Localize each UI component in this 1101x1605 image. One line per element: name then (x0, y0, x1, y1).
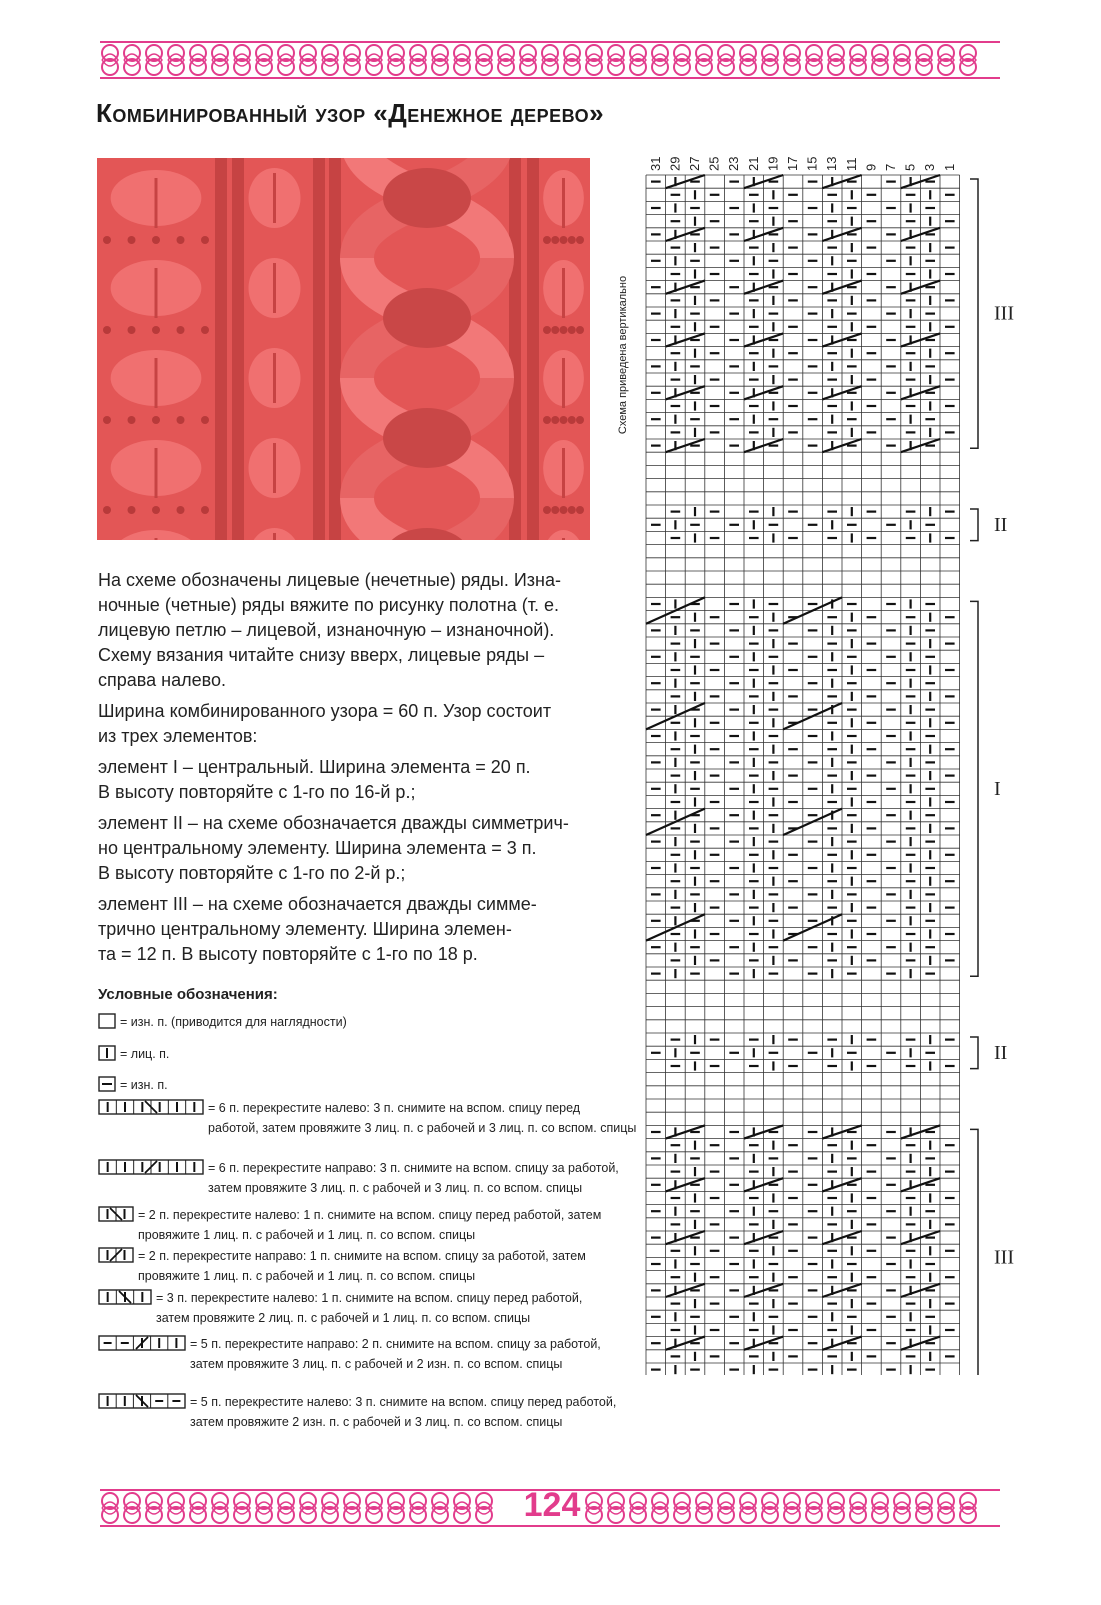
cross-5-right-icon (98, 1335, 186, 1357)
column-number: 25 (706, 156, 722, 171)
purl-icon (98, 1076, 116, 1098)
column-number: 7 (883, 163, 898, 171)
legend-title: Условные обозначения: (98, 986, 278, 1003)
legend-item (98, 1044, 169, 1067)
page-title: Комбинированный узор «Денежное дерево» (96, 98, 605, 128)
cross-2-left-icon (98, 1206, 134, 1222)
legend-item-text: = изн. п. (приводится для наглядности) (120, 1015, 347, 1029)
cross-2-right-icon (98, 1247, 134, 1263)
chart-section-label: II (994, 1041, 1008, 1064)
cross-6-right-icon (98, 1159, 204, 1181)
cross-5-left-icon (98, 1393, 186, 1409)
knit-texture-illustration (97, 158, 590, 540)
column-number: 31 (647, 156, 663, 171)
column-number: 15 (804, 156, 820, 171)
chart-section-label: III (994, 302, 1014, 325)
instructions-text (98, 568, 598, 973)
instructions-paragraph: элемент II – на схеме обозначается дважды симметрич- но центральному элементу. Ширина элемента = 3 п. В высоту повторяйте с 1-го по 2-й р.; (98, 813, 569, 883)
column-number: 17 (785, 156, 800, 171)
purl-icon (98, 1076, 116, 1092)
legend-item-text: = 6 п. перекрестите направо: 3 п. снимите на вспом. спицу за работой, затем провяжите 3 лиц. п. с рабочей и 3 лиц. п. со вспом. спицы (208, 1161, 619, 1195)
column-number: 11 (843, 157, 859, 171)
cross-2-left-icon (98, 1206, 134, 1228)
legend-item (98, 1075, 168, 1098)
column-number: 27 (687, 156, 702, 171)
legend-item-text: = 2 п. перекрестите направо: 1 п. снимите на вспом. спицу за работой, затем провяжите 1 лиц. п. с рабочей и 1 лиц. п. со вспом. спицы (138, 1249, 586, 1283)
cross-6-left-icon (98, 1099, 204, 1121)
knit-icon (98, 1045, 116, 1061)
legend-item (98, 1392, 616, 1432)
decorative-border-top (100, 40, 1000, 80)
instructions-paragraph: элемент I – центральный. Ширина элемента = 20 п. В высоту повторяйте с 1-го по 16-й р.; (98, 757, 531, 802)
legend-item-text: = 3 п. перекрестите налево: 1 п. снимите на вспом. спицу перед работой, затем провяжите 2 лиц. п. с рабочей и 1 лиц. п. со вспом. спицы (156, 1291, 583, 1325)
legend-item (98, 1246, 586, 1286)
cross-5-right-icon (98, 1335, 186, 1351)
cross-6-left-icon (98, 1099, 204, 1115)
legend-item (98, 1012, 347, 1035)
instructions-paragraph: На схеме обозначены лицевые (нечетные) ряды. Изна- ночные (четные) ряды вяжите по рисунку полотна (т. е. лицевую петлю – лицевой, изнаночную – изнаночной). Схему вязания читайте снизу вверх, лицевые ряды – справа налево. (98, 570, 561, 690)
cross-2-right-icon (98, 1247, 134, 1269)
knit-icon (98, 1045, 116, 1067)
legend-item-text: = лиц. п. (120, 1047, 170, 1061)
cross-3-left-icon (98, 1289, 152, 1305)
instructions-paragraph: элемент III – на схеме обозначается дважды симме- трично центральному элементу. Ширина элемен- та = 12 п. В высоту повторяйте с 1-го по 18 р. (98, 894, 537, 964)
legend-item (98, 1158, 619, 1198)
knitting-chart-grid (610, 145, 1030, 1375)
cross-5-left-icon (98, 1393, 186, 1415)
legend-item-text: = 5 п. перекрестите налево: 3 п. снимите на вспом. спицу перед работой, затем провяжите 2 изн. п. с рабочей и 3 лиц. п. со вспом. спицы (190, 1395, 617, 1429)
legend-item-text: = 5 п. перекрестите направо: 2 п. снимите на вспом. спицу за работой, затем провяжите 3 лиц. п. с рабочей и 2 изн. п. со вспом. спицы (190, 1337, 601, 1371)
cross-6-right-icon (98, 1159, 204, 1175)
legend-item-text: = 6 п. перекрестите налево: 3 п. снимите на вспом. спицу перед работой, затем провяжите 3 лиц. п. с рабочей и 3 лиц. п. со вспом. спицы (208, 1101, 637, 1135)
legend-item (98, 1098, 636, 1138)
chart-side-caption: Схема приведена вертикально (617, 275, 629, 435)
legend-item (98, 1334, 601, 1374)
page-number: 124 (523, 1486, 581, 1524)
column-number: 21 (745, 156, 761, 171)
column-number: 9 (863, 163, 879, 171)
instructions-paragraph: Ширина комбинированного узора = 60 п. Узор состоит из трех элементов: (98, 701, 552, 746)
column-number: 13 (824, 156, 840, 171)
column-number: 5 (902, 163, 918, 171)
knitting-chart (610, 145, 1030, 1375)
legend-item-text: = 2 п. перекрестите налево: 1 п. снимите на вспом. спицу перед работой, затем провяжите 1 лиц. п. с рабочей и 1 лиц. п. со вспом. спицы (138, 1208, 602, 1242)
column-number: 3 (922, 163, 938, 171)
legend-item (98, 1205, 601, 1245)
cross-3-left-icon (98, 1289, 152, 1311)
chart-section-label: III (994, 1246, 1014, 1269)
chart-section-label: II (994, 513, 1008, 536)
column-number: 1 (941, 163, 957, 171)
chart-section-label: I (994, 777, 1001, 800)
empty-cell-icon (98, 1013, 116, 1035)
legend-item (98, 1288, 582, 1328)
empty-cell-icon (98, 1013, 116, 1029)
column-number: 23 (726, 156, 742, 171)
column-number: 19 (765, 156, 781, 171)
knitted-sample-photo (97, 158, 590, 540)
legend-item-text: = изн. п. (120, 1078, 168, 1092)
celtic-knot-border-icon (100, 40, 1000, 80)
column-number: 29 (667, 156, 683, 171)
